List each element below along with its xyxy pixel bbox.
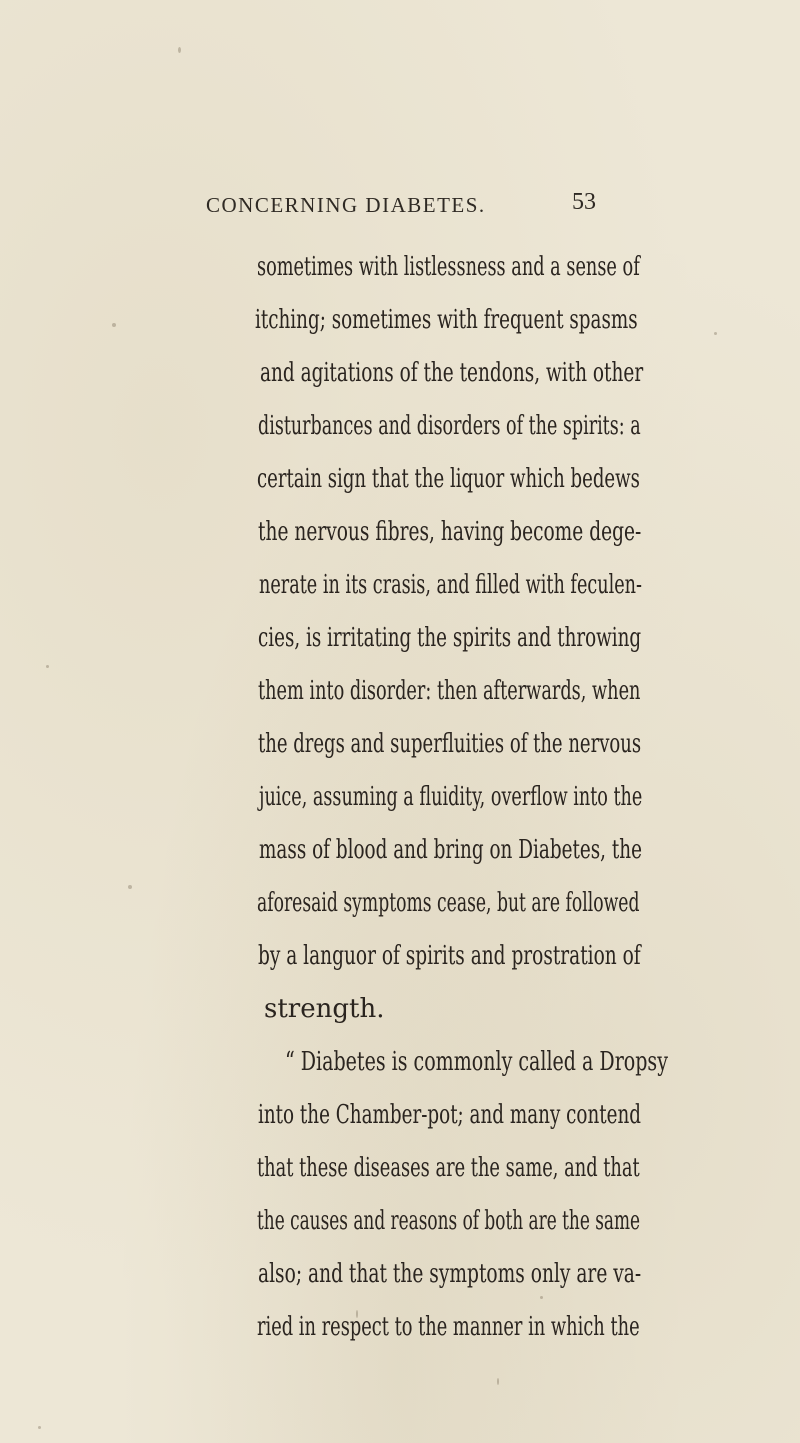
page-number: 53 <box>572 189 596 215</box>
paper-speck <box>38 1426 41 1429</box>
text-line: “ Diabetes is commonly called a Dropsy <box>285 1047 668 1077</box>
running-title: CONCERNING DIABETES. <box>206 193 486 217</box>
text-line: strength. <box>264 994 385 1024</box>
paper-speck <box>356 1310 358 1318</box>
text-line: sometimes with listlessness and a sense of <box>257 252 640 282</box>
paper-speck <box>714 332 717 335</box>
paper-speck <box>178 47 181 53</box>
text-line: cies, is irritating the spirits and throwing <box>258 623 642 653</box>
text-line: into the Chamber-pot; and many contend <box>258 1100 642 1130</box>
text-line: the dregs and superfluities of the nervous <box>258 729 642 759</box>
text-line: also; and that the symptoms only are va- <box>258 1259 642 1289</box>
text-line: ried in respect to the manner in which the <box>257 1312 640 1342</box>
paper-speck <box>540 1296 543 1299</box>
text-line: by a languor of spirits and prostration of <box>258 941 641 971</box>
text-line: juice, assuming a fluidity, overflow into the <box>259 782 643 812</box>
paper-speck <box>128 885 132 889</box>
running-head <box>206 189 636 229</box>
text-line: them into disorder: then afterwards, when <box>258 676 641 706</box>
text-line: the causes and reasons of both are the same <box>257 1206 641 1236</box>
text-line: nerate in its crasis, and filled with feculen- <box>259 570 642 600</box>
text-line: and agitations of the tendons, with other <box>260 358 644 388</box>
text-line: aforesaid symptoms cease, but are followed <box>257 888 640 918</box>
paper-speck <box>112 323 116 327</box>
text-line: disturbances and disorders of the spirits: a <box>258 411 641 441</box>
text-line: certain sign that the liquor which bedews <box>257 464 640 494</box>
text-line: the nervous fibres, having become dege- <box>258 517 642 547</box>
text-line: itching; sometimes with frequent spasms <box>255 305 638 335</box>
paper-speck <box>46 665 49 668</box>
text-line: mass of blood and bring on Diabetes, the <box>259 835 642 865</box>
text-line: that these diseases are the same, and that <box>257 1153 640 1183</box>
paper-speck <box>497 1378 499 1385</box>
